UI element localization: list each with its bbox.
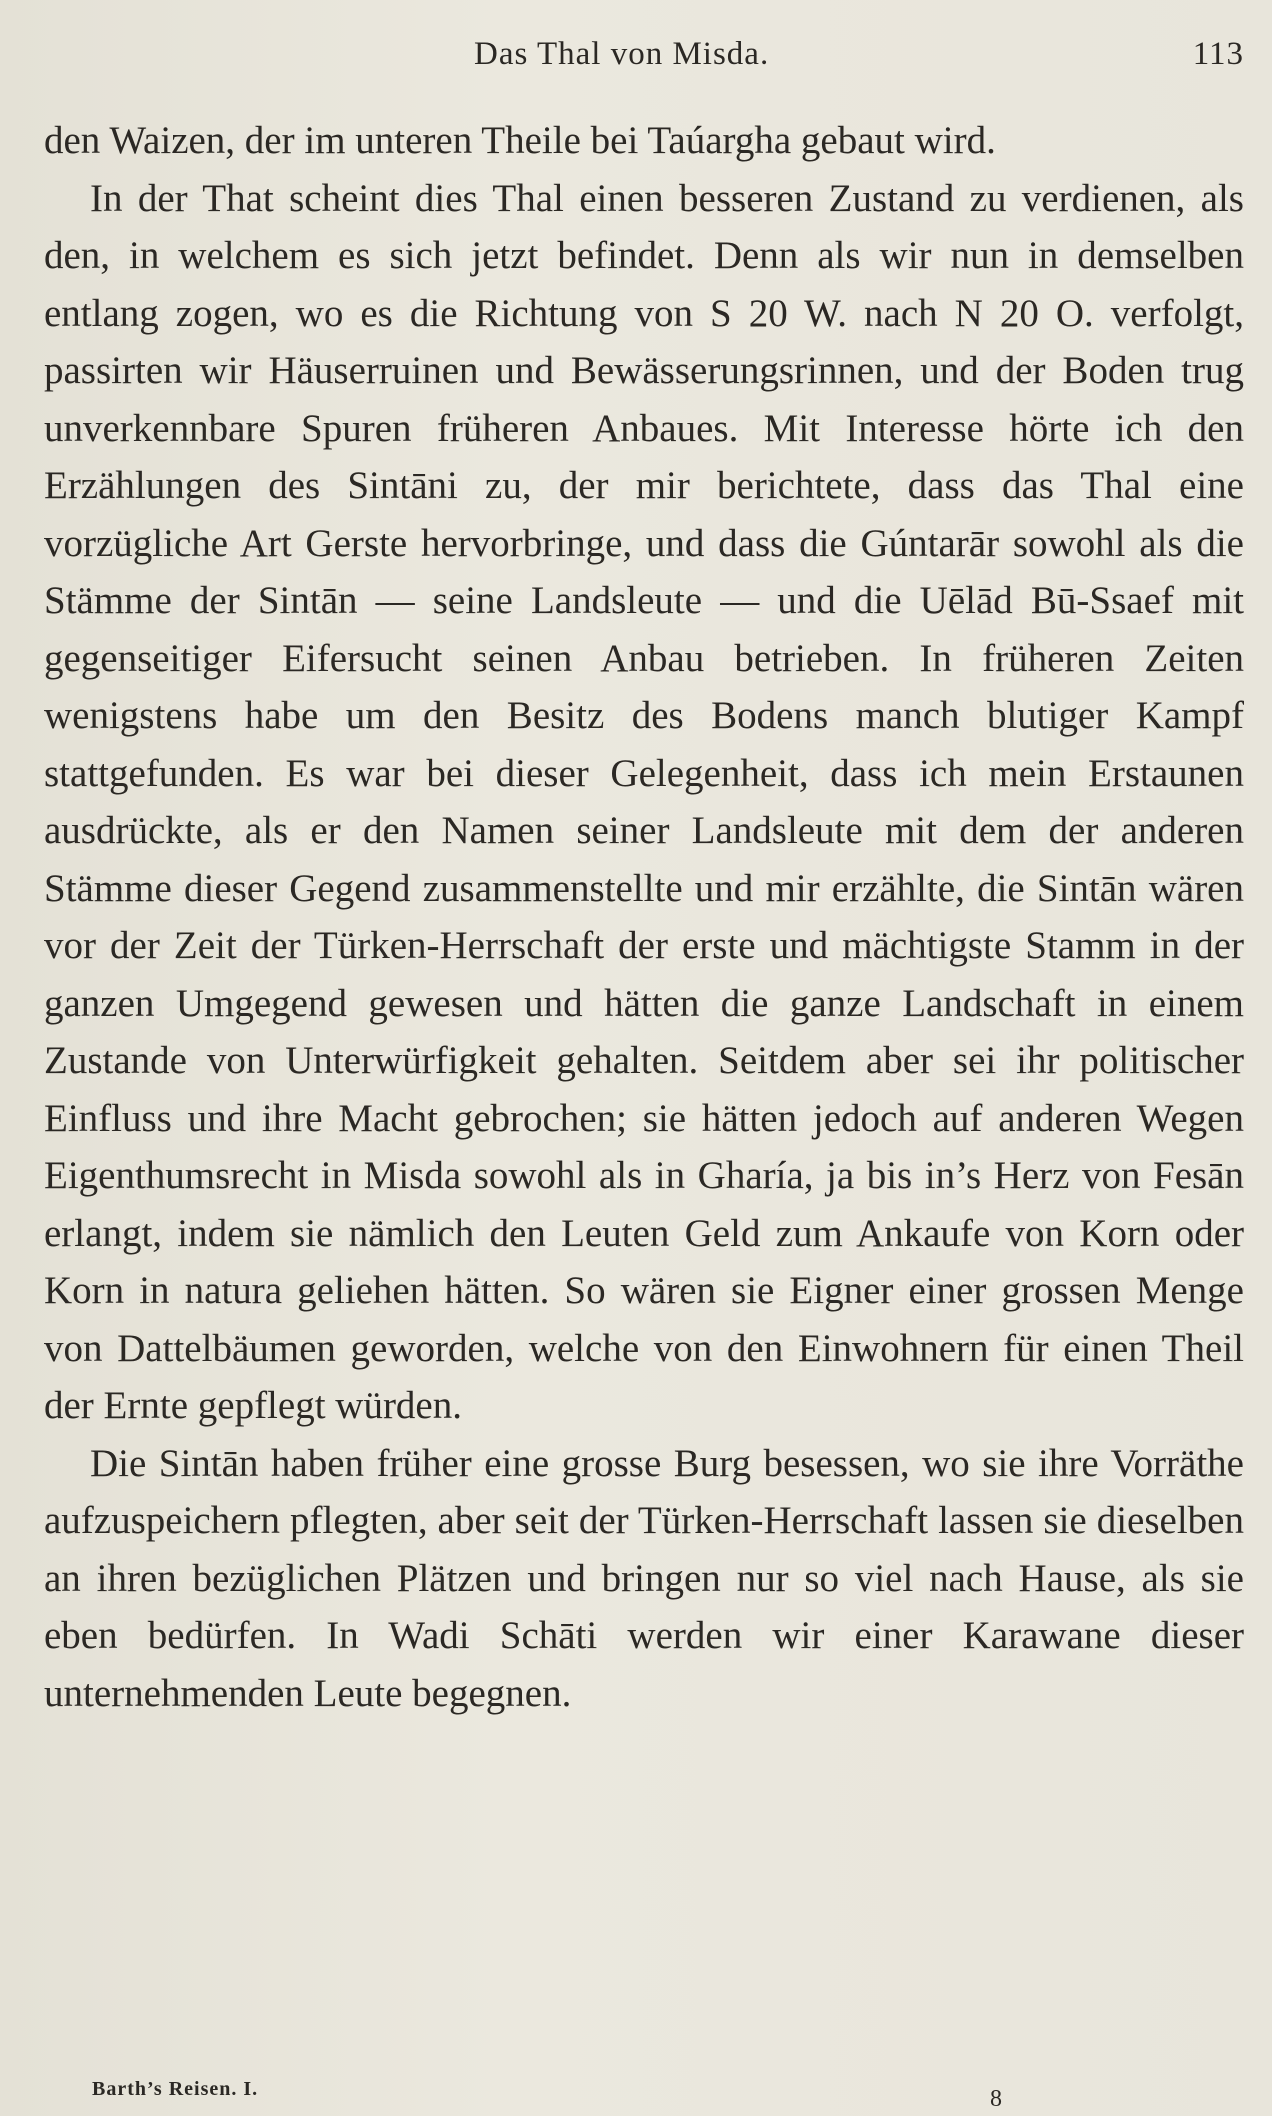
paragraph: Die Sintān haben früher eine grosse Burg besessen, wo sie ihre Vorräthe aufzuspeichern pflegten, aber seit der Türken-Herrschaft lassen sie dieselben an ihren bezüglichen Plätzen und bringen nur so viel nach Hause, als sie eben bedürfen. In Wadi Schāti werden wir einer Karawane dieser unternehmenden Leute begegnen. [44,1441,1244,1715]
page-number: 113 [1192,36,1244,72]
page-header [44,30,1244,80]
paragraph-continuation: den Waizen, der im unteren Theile bei Taúargha gebaut wird. [44,119,996,162]
body-text [44,112,1244,1722]
page-footer [92,2078,1192,2112]
sheet-number: 8 [990,2086,1002,2112]
printer-signature: Barth’s Reisen. I. [92,2078,259,2100]
paragraph: In der That scheint dies Thal einen besseren Zustand zu verdienen, als den, in welchem es sich jetzt befindet. Denn als wir nun in demselben entlang zogen, wo es die Richtung von S 20 W. nach N 20 O. verfolgt, passirten wir Häuserruinen und Bewässerungsrinnen, und der Boden trug unverkennbare Spuren früheren Anbaues. Mit Interesse hörte ich den Erzählungen des Sintāni zu, der mir berichtete, dass das Thal eine vorzügliche Art Gerste hervorbringe, und dass die Gúntarār sowohl als die Stämme der Sintān — seine Landsleute — und die Uēlād Bū-Ssaef mit gegenseitiger Eifersucht seinen Anbau betrieben. In früheren Zeiten wenigstens habe um den Besitz des Bodens manch blutiger Kampf stattgefunden. Es war bei dieser Gelegenheit, dass ich mein Erstaunen ausdrückte, als er den Namen seiner Landsleute mit dem der anderen Stämme dieser Gegend zusammenstellte und mir erzählte, die Sintān wären vor der Zeit der Türken-Herrschaft der erste und mächtigste Stamm in der ganzen Umgegend gewesen und hätten die ganze Landschaft in einem Zustande von Unterwürfigkeit gehalten. Seitdem aber sei ihr politischer Einfluss und ihre Macht gebrochen; sie hätten jedoch auf anderen Wegen Eigenthumsrecht in Misda sowohl als in Gharía, ja bis in’s Herz von Fesān erlangt, indem sie nämlich den Leuten Geld zum Ankaufe von Korn oder Korn in natura geliehen hätten. So wären sie Eigner einer grossen Menge von Dattelbäumen geworden, welche von den Einwohnern für einen Theil der Ernte gepflegt würden. [44,176,1244,1427]
running-head: Das Thal von Misda. [474,36,770,72]
